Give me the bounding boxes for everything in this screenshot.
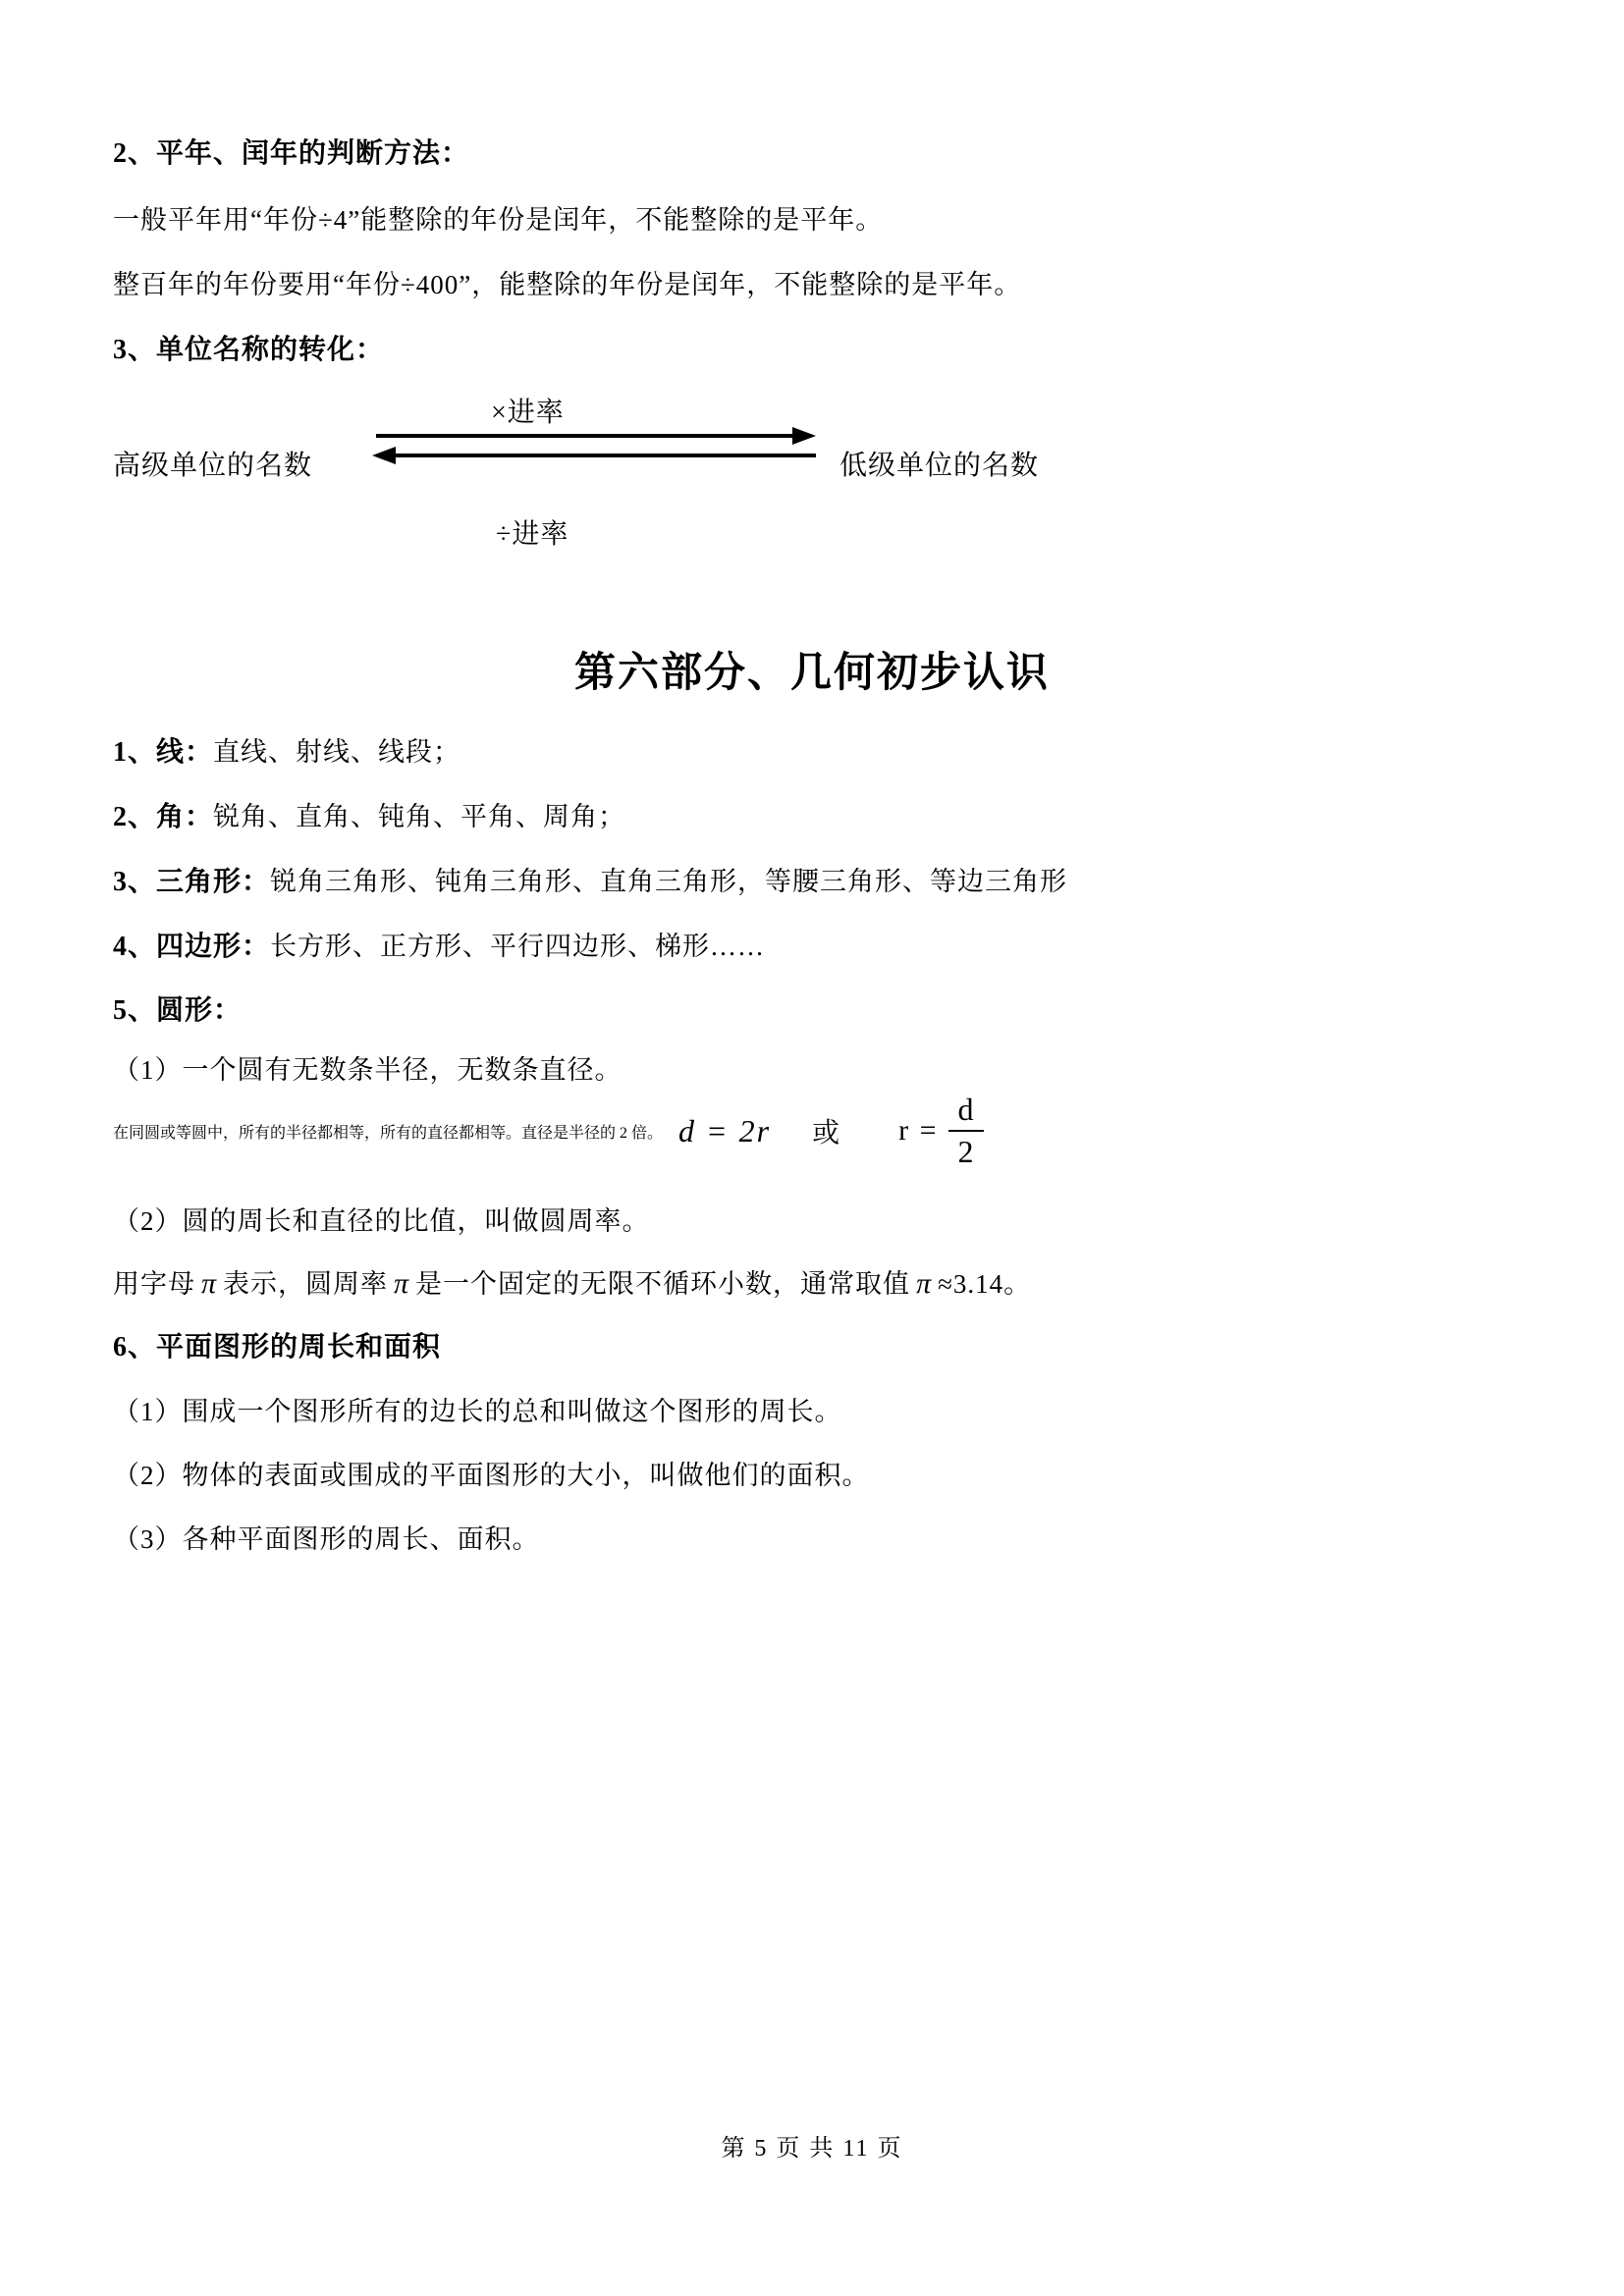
fraction-denominator: 2 [957, 1134, 974, 1169]
page-number: 第 5 页 共 11 页 [721, 2136, 903, 2162]
formula-or-label: 或 [812, 1118, 840, 1148]
list-item-text: 长方形、正方形、平行四边形、梯形…… [270, 932, 766, 961]
paragraph-circle-point2: （2）圆的周长和直径的比值，叫做圆周率。 [113, 1206, 650, 1236]
formula-line-text: 在同圆或等圆中，所有的半径都相等，所有的直径都相等。直径是半径的 2 倍。 [113, 1124, 664, 1142]
list-item-label: 1、线： [113, 737, 214, 768]
list-item-text: 锐角三角形、钝角三角形、直角三角形，等腰三角形、等边三角形 [270, 867, 1068, 896]
diagram-node-low-unit: 低级单位的名数 [839, 451, 1040, 481]
paragraph-perimeter-definition: （1）围成一个图形所有的边长的总和叫做这个图形的周长。 [113, 1397, 842, 1426]
pi-symbol: π [394, 1267, 410, 1300]
list-item-circles [113, 988, 242, 1028]
formula-r-lhs: r = [898, 1114, 939, 1147]
paragraph-pi-definition [113, 1262, 1031, 1301]
diagram-label-multiply-rate: ×进率 [491, 398, 565, 428]
paragraph-circle-point1: （1）一个圆有无数条半径，无数条直径。 [113, 1055, 623, 1085]
paragraph-shapes-perimeter-area: （3）各种平面图形的周长、面积。 [113, 1524, 540, 1554]
list-item-angles [113, 795, 625, 834]
pi-text-part3: 是一个固定的无限不循环小数，通常取值 [415, 1269, 911, 1299]
list-item-label: 2、角： [113, 802, 214, 832]
list-item-label: 5、圆形： [113, 995, 243, 1026]
paragraph-area-definition: （2）物体的表面或围成的平面图形的大小，叫做他们的面积。 [113, 1461, 870, 1490]
list-item-label: 4、四边形： [113, 932, 271, 962]
heading-unit-conversion: 3、单位名称的转化： [113, 335, 385, 365]
fraction-d-over-2 [948, 1092, 984, 1170]
diagram-label-divide-rate: ÷进率 [496, 519, 569, 550]
pi-symbol: π [201, 1267, 218, 1300]
paragraph-leap-year-century: 整百年的年份要用“年份÷400”，能整除的年份是闰年，不能整除的是平年。 [113, 270, 1022, 299]
pi-text-part2: 表示，圆周率 [223, 1269, 389, 1299]
heading-leap-year-rules: 2、平年、闰年的判断方法： [113, 138, 470, 169]
list-item-quadrilaterals [113, 925, 765, 964]
fraction-numerator: d [948, 1092, 984, 1132]
paragraph-leap-year-general: 一般平年用“年份÷4”能整除的年份是闰年，不能整除的是平年。 [113, 205, 884, 235]
diagram-node-high-unit: 高级单位的名数 [113, 451, 313, 481]
pi-text-part1: 用字母 [113, 1269, 195, 1299]
pi-symbol: π [916, 1267, 933, 1300]
list-item-label: 3、三角形： [113, 867, 271, 897]
double-arrow-icon [368, 424, 820, 468]
heading-perimeter-area: 6、平面图形的周长和面积 [113, 1332, 442, 1362]
formula-d-equals-2r: d = 2r [678, 1112, 772, 1148]
section-title-geometry: 第六部分、几何初步认识 [573, 651, 1050, 696]
list-item-lines [113, 730, 460, 770]
pi-text-part4: ≈3.14。 [938, 1269, 1032, 1299]
list-item-triangles [113, 860, 1067, 899]
list-item-text: 锐角、直角、钝角、平角、周角； [213, 802, 626, 831]
list-item-text: 直线、射线、线段； [213, 737, 461, 767]
paragraph-circle-diameter-formula [113, 1084, 1565, 1178]
